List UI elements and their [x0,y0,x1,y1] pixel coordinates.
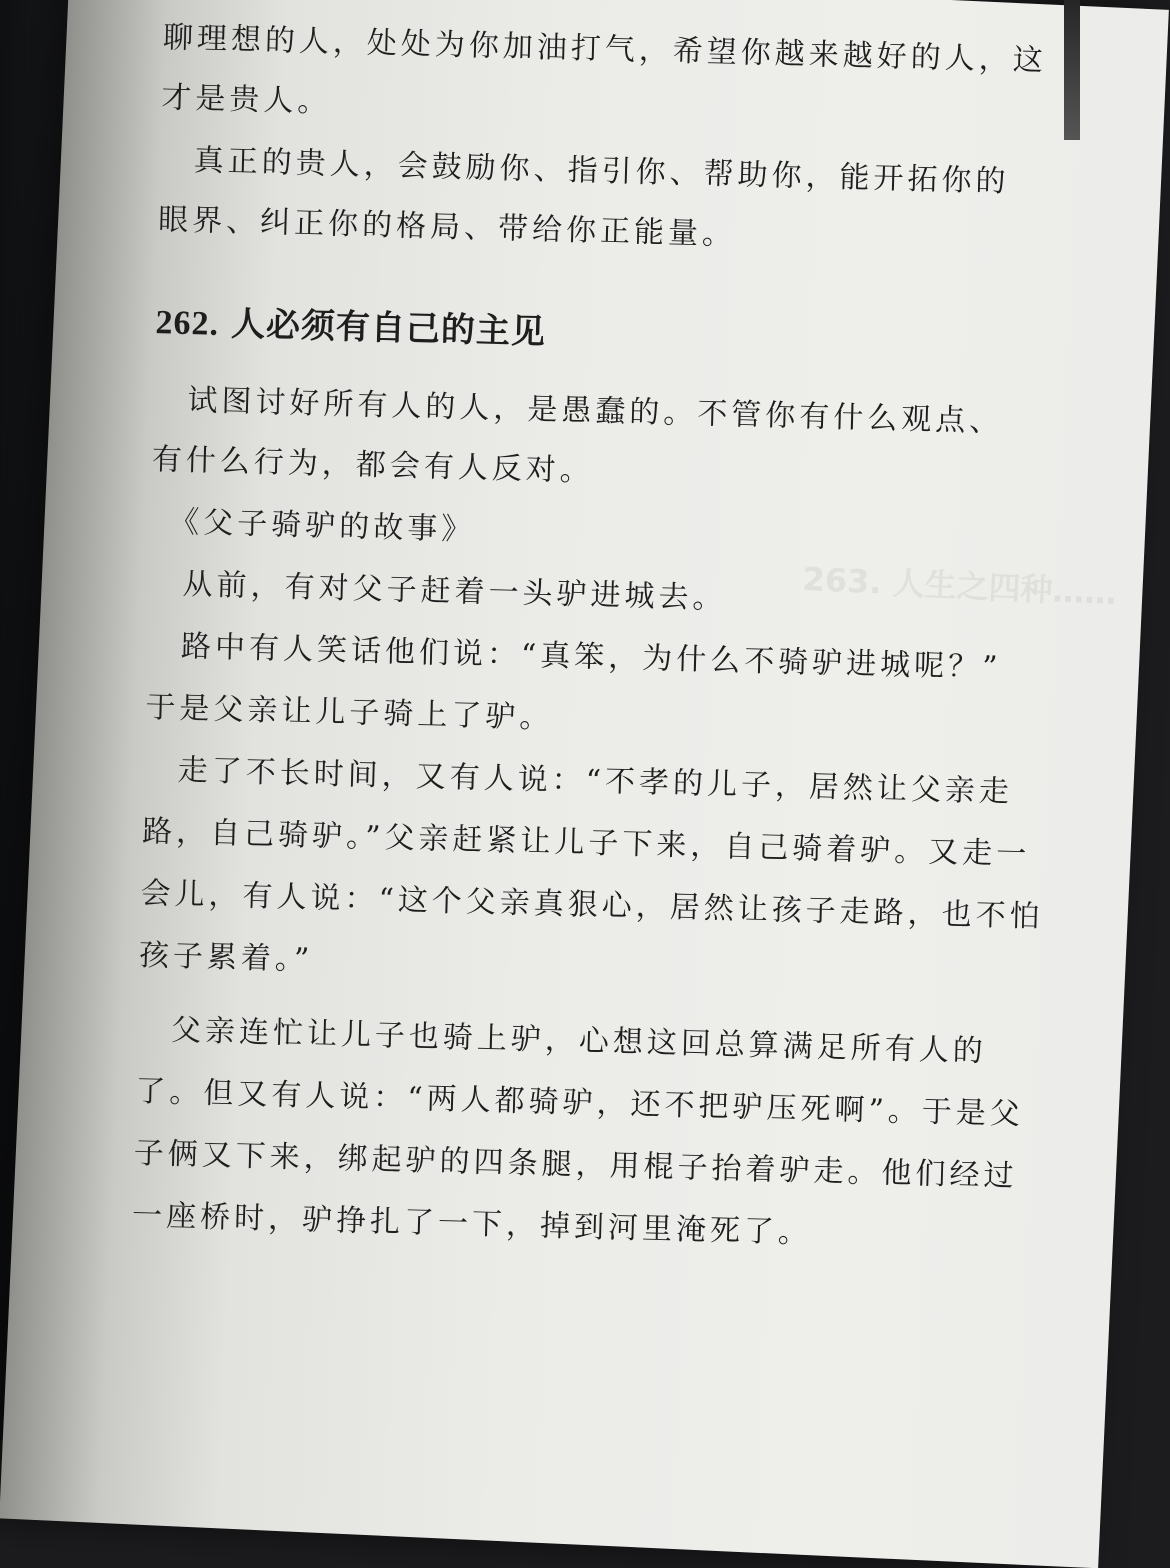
background-edge [1064,0,1080,140]
text-line: 了。但又有人说：“两人都骑驴，还不把驴压死啊”。于是父 [134,1073,1025,1133]
text-line: 真正的贵人，会鼓励你、指引你、帮助你，能开拓你的 [159,142,1010,200]
text-line: 子俩又下来，绑起驴的四条腿，用棍子抬着驴走。他们经过 [133,1135,1018,1195]
story-title-line: 《父子骑驴的故事》 [149,504,476,548]
text-line: 眼界、纠正你的格局、带给你正能量。 [157,202,737,253]
section-number: 262. [155,304,220,343]
text-line: 于是父亲让儿子骑上了驴。 [144,690,554,736]
text-line: 有什么行为，都会有人反对。 [151,442,595,489]
text-line: 孩子累着。” [138,937,314,978]
text-line: 会儿，有人说：“这个父亲真狠心，居然让孩子走路，也不怕 [140,875,1045,935]
text-line: 才是贵人。 [160,80,332,120]
text-line: 路中有人笑话他们说：“真笨，为什么不骑驴进城呢？” [146,628,1002,686]
text-line: 从前，有对父子赶着一头驴进城去。 [148,566,727,617]
text-line: 父亲连忙让儿子也骑上驴，心想这回总算满足所有人的 [136,1011,988,1070]
text-line: 聊理想的人，处处为你加油打气，希望你越来越好的人，这 [162,20,1048,79]
text-line: 一座桥时，驴挣扎了一下，掉到河里淹死了。 [131,1197,813,1251]
text-line: 路，自己骑驴。”父亲赶紧让儿子下来，自己骑着驴。又走一 [141,814,1031,873]
section-title: 人必须有自己的主见 [230,304,547,353]
section-heading [155,294,547,353]
bleed-through-text: 263. 人生之四种…… [801,559,1118,613]
text-line: 试图讨好所有人的人，是愚蠢的。不管你有什么观点、 [153,382,1004,440]
text-line: 走了不长时间，又有人说：“不孝的儿子，居然让父亲走 [143,752,1014,810]
